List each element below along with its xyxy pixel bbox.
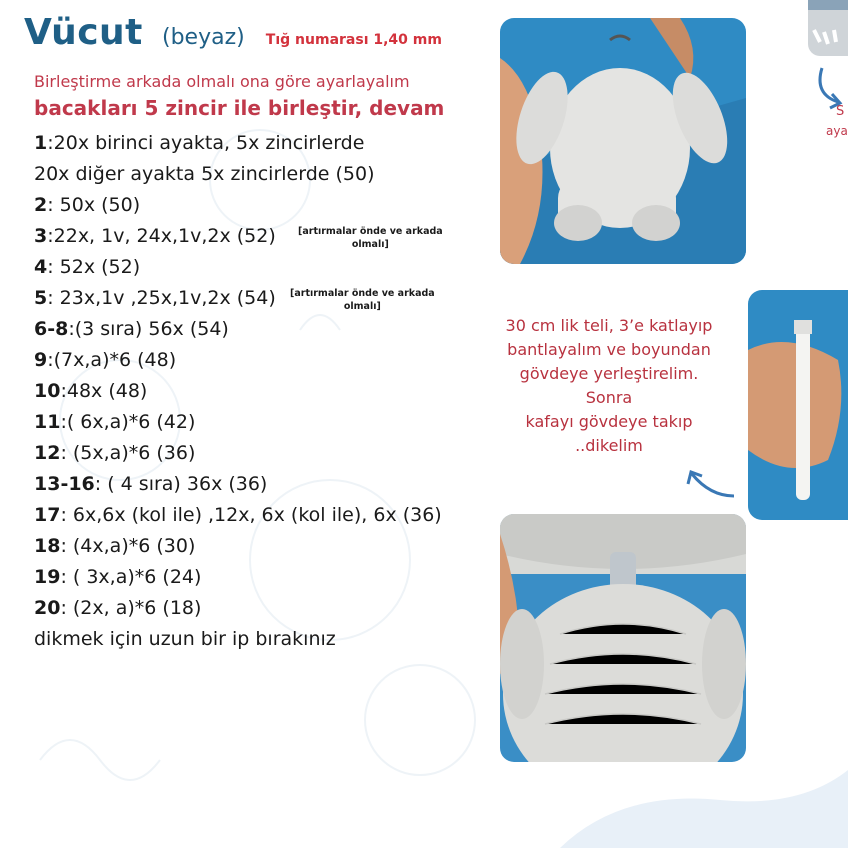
row-number: 9 [34, 349, 48, 371]
pattern-row [34, 252, 442, 283]
row-number: 3 [34, 225, 48, 247]
pattern-row [34, 221, 442, 252]
note-line: olmalı] [343, 301, 381, 312]
row-number: 10 [34, 380, 61, 402]
row-text: 20x diğer ayakta 5x zincirlerde (50) [34, 163, 375, 185]
corner-text-s: S [836, 104, 845, 119]
photo-head-body [500, 514, 746, 762]
pattern-row [34, 376, 442, 407]
row-number: 13-16 [34, 473, 95, 495]
intro-line: Birleştirme arkada olmalı ona göre ayarlayalım [34, 72, 410, 91]
header [24, 12, 442, 64]
row-number: 18 [34, 535, 61, 557]
instruction-line: kafayı gövdeye takıp [525, 412, 693, 431]
row-number: 19 [34, 566, 61, 588]
row-text: : ( 4 sıra) 36x (36) [94, 473, 268, 495]
hook-size: Tığ numarası 1,40 mm [265, 32, 442, 48]
row-text: :20x birinci ayakta, 5x zincirlerde [47, 132, 365, 154]
color-subtitle: (beyaz) [161, 25, 245, 50]
pattern-row [34, 345, 442, 376]
row-note [290, 287, 435, 313]
row-text: dikmek için uzun bir ip bırakınız [34, 628, 336, 650]
row-text: : 6x,6x (kol ile) ,12x, 6x (kol ile), 6x (36) [60, 504, 442, 526]
row-number: 2 [34, 194, 48, 216]
instruction-line: Sonra [585, 388, 633, 407]
row-text: : (5x,a)*6 (36) [60, 442, 196, 464]
pattern-row [34, 562, 442, 593]
row-text: : 23x,1v ,25x,1v,2x (54) [47, 287, 276, 309]
row-number: 12 [34, 442, 61, 464]
row-text: : 50x (50) [47, 194, 141, 216]
row-text: :22x, 1v, 24x,1v,2x (52) [47, 225, 276, 247]
instruction-line: gövdeye yerleştirelim. [519, 364, 699, 383]
instruction-line: ..dikelim [575, 436, 643, 455]
row-text: :48x (48) [60, 380, 148, 402]
pattern-row [34, 159, 442, 190]
note-line: olmalı] [351, 239, 389, 250]
corner-text-aya: aya [826, 124, 848, 138]
pattern-row [34, 593, 442, 624]
photo-wire-hand [748, 290, 848, 520]
pattern-rows [34, 128, 442, 655]
row-text: :( 6x,a)*6 (42) [60, 411, 196, 433]
pattern-row [34, 469, 442, 500]
wire-instructions [484, 314, 734, 458]
row-text: : ( 3x,a)*6 (24) [60, 566, 202, 588]
row-number: 1 [34, 132, 48, 154]
row-text: :(7x,a)*6 (48) [47, 349, 177, 371]
row-number: 17 [34, 504, 61, 526]
row-text: : (2x, a)*6 (18) [60, 597, 202, 619]
page-title: Vücut [24, 12, 143, 53]
pattern-row [34, 128, 442, 159]
pattern-row [34, 314, 442, 345]
pattern-row [34, 438, 442, 469]
instruction-line: bantlayalım ve boyundan [507, 340, 711, 359]
note-line: [artırmalar önde ve arkada [298, 226, 443, 237]
pattern-row [34, 283, 442, 314]
pattern-row [34, 531, 442, 562]
instruction-line: 30 cm lik teli, 3’e katlayıp [505, 316, 713, 335]
row-text: : (4x,a)*6 (30) [60, 535, 196, 557]
intro-bold-line: bacakları 5 zincir ile birleştir, devam [34, 96, 445, 120]
row-number: 6-8 [34, 318, 69, 340]
row-number: 4 [34, 256, 48, 278]
curved-arrow-icon [680, 462, 740, 502]
row-number: 20 [34, 597, 61, 619]
row-text: : 52x (52) [47, 256, 141, 278]
row-text: :(3 sıra) 56x (54) [68, 318, 229, 340]
row-number: 11 [34, 411, 61, 433]
pattern-row [34, 500, 442, 531]
pattern-row [34, 190, 442, 221]
row-note [298, 225, 443, 251]
pattern-row [34, 624, 442, 655]
photo-corner-partial [808, 0, 848, 56]
row-number: 5 [34, 287, 48, 309]
photo-body-back [500, 18, 746, 264]
note-line: [artırmalar önde ve arkada [290, 288, 435, 299]
pattern-row [34, 407, 442, 438]
